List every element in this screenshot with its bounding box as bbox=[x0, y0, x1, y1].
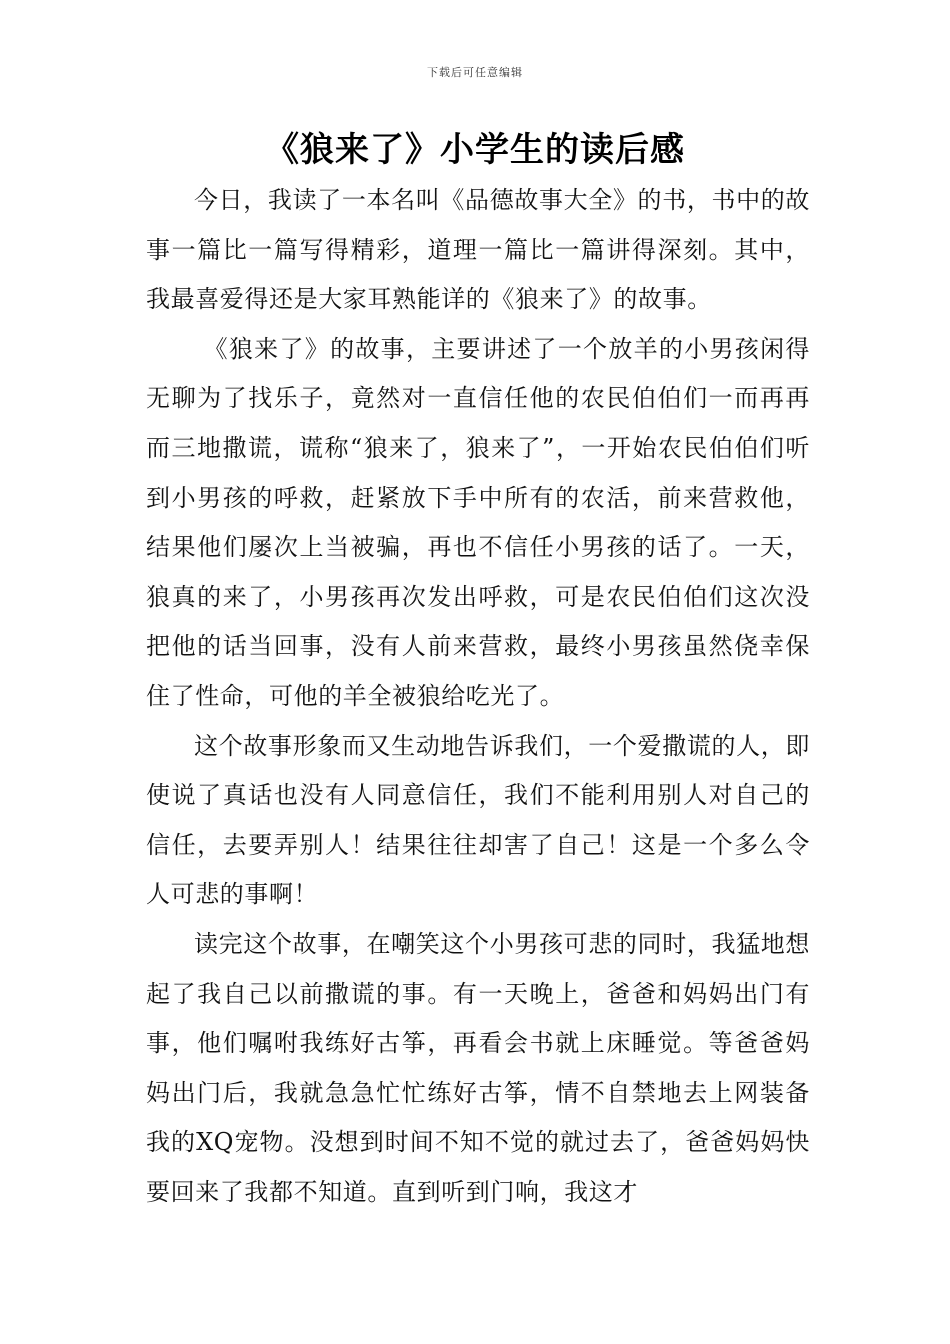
paragraph-4: 读完这个故事，在嘲笑这个小男孩可悲的同时，我猛地想起了我自己以前撒谎的事。有一天晚上，爸爸和妈妈出门有事，他们嘱咐我练好古筝，再看会书就上床睡觉。等爸爸妈妈出门后，我就急急忙忙练好古筝，情不自禁地去上网装备我的XQ宠物。没想到时间不知不觉的就过去了，爸爸妈妈快要回来了我都不知道。直到听到门响，我这才 bbox=[146, 929, 810, 1206]
paragraph-2: 《狼来了》的故事，主要讲述了一个放羊的小男孩闲得无聊为了找乐子，竟然对一直信任他的农民伯伯们一而再再而三地撒谎，谎称“狼来了，狼来了”，一开始农民伯伯们听到小男孩的呼救，赶紧放下手中所有的农活，前来营救他，结果他们屡次上当被骗，再也不信任小男孩的话了。一天，狼真的来了，小男孩再次发出呼救，可是农民伯伯们这次没把他的话当回事，没有人前来营救，最终小男孩虽然侥幸保住了性命，可他的羊全被狼给吃光了。 bbox=[146, 334, 810, 710]
paragraph-3: 这个故事形象而又生动地告诉我们，一个爱撒谎的人，即使说了真话也没有人同意信任，我们不能利用别人对自己的信任，去要弄别人！结果往往却害了自己！这是一个多么令人可悲的事啊！ bbox=[146, 731, 810, 909]
header-note: 下载后可任意编辑 bbox=[427, 66, 523, 79]
paragraph-1: 今日，我读了一本名叫《品德故事大全》的书，书中的故事一篇比一篇写得精彩，道理一篇比一篇讲得深刻。其中，我最喜爱得还是大家耳熟能详的《狼来了》的故事。 bbox=[146, 186, 810, 314]
page-title: 《狼来了》小学生的读后感 bbox=[265, 130, 685, 170]
document-body bbox=[146, 176, 810, 1217]
